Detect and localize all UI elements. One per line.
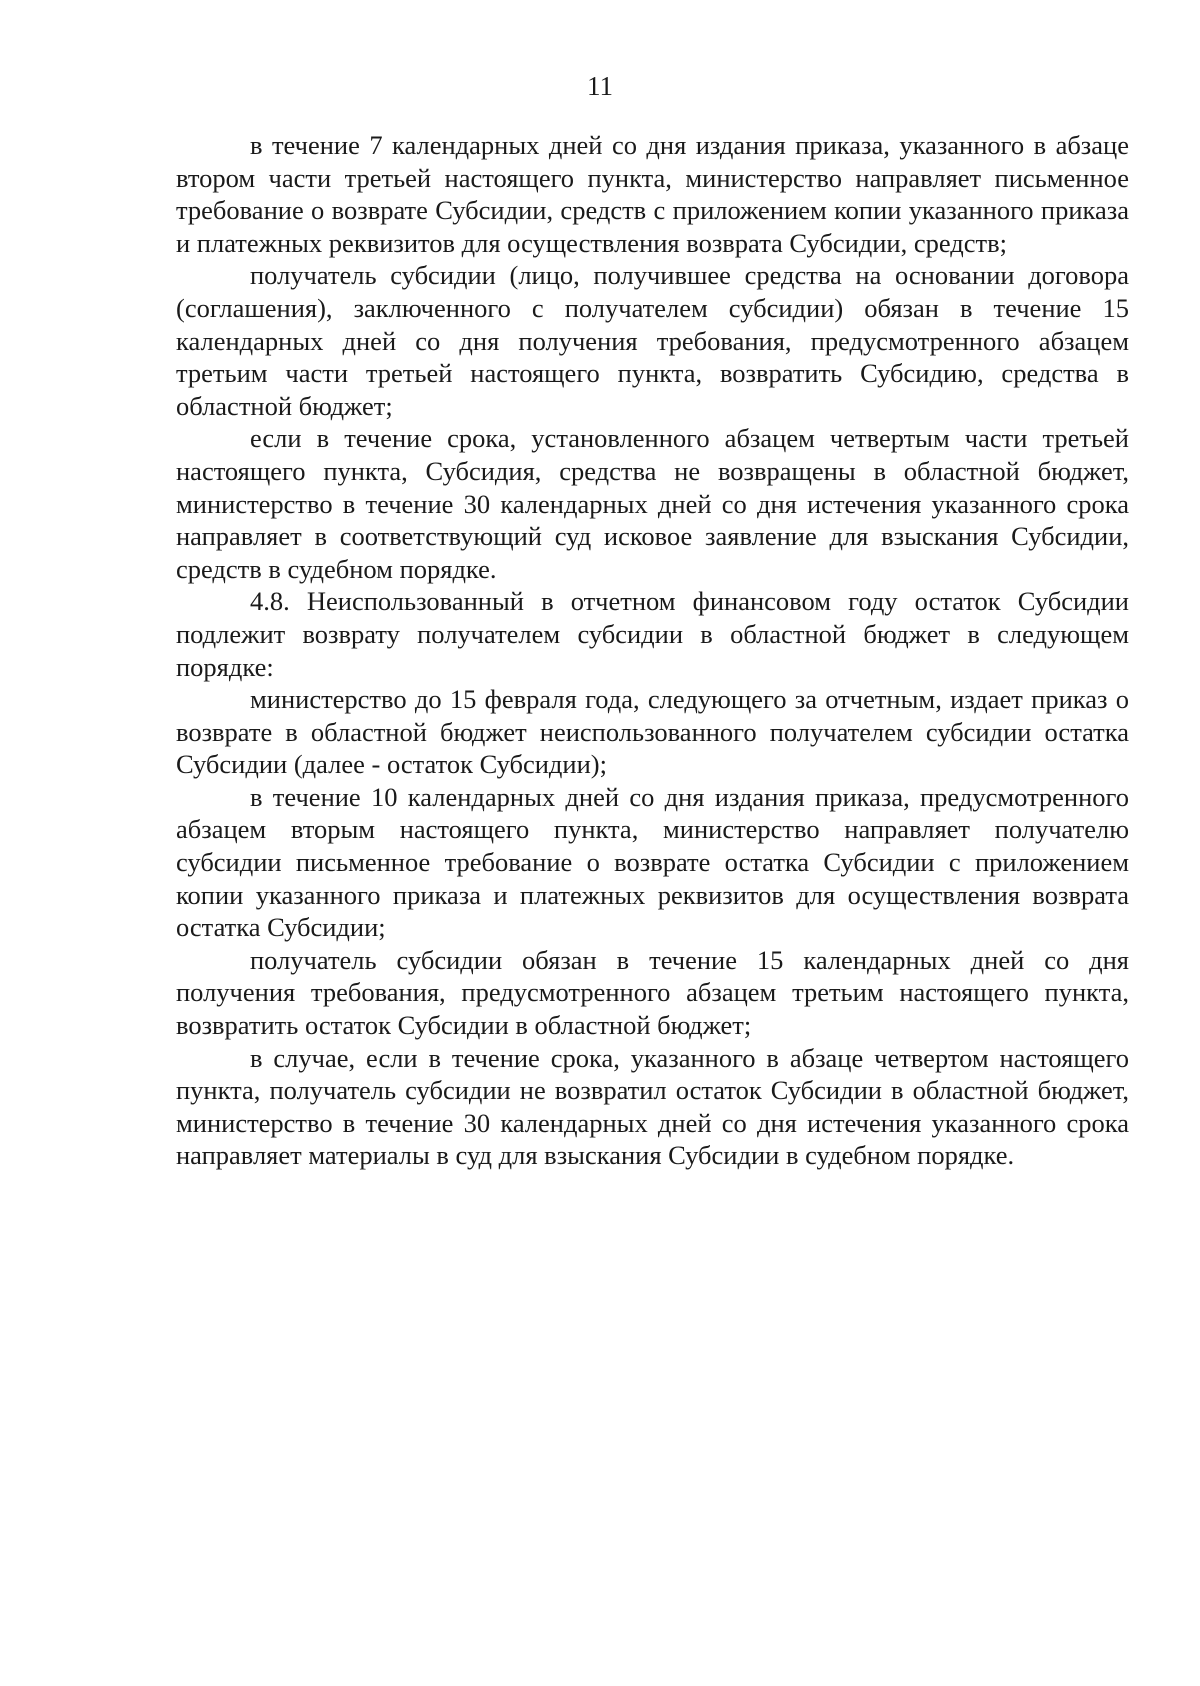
paragraph: если в течение срока, установленного абзацем четвертым части третьей настоящего пункта, Субсидия, средства не возвращены в областной бюджет, министерство в течение 30 календарных дней со дня истечения указанного срока направляет в соответствующий суд исковое заявление для взыскания Субсидии, средств в судебном порядке. (176, 423, 1129, 584)
paragraph: получатель субсидии (лицо, получившее средства на основании договора (соглашения), заключенного с получателем субсидии) обязан в течение 15 календарных дней со дня получения требования, предусмотренного абзацем третьим части третьей настоящего пункта, возвратить Субсидию, средства в областной бюджет; (176, 260, 1129, 421)
page-number: 11 (587, 71, 613, 101)
paragraph: в течение 10 календарных дней со дня издания приказа, предусмотренного абзацем вторым настоящего пункта, министерство направляет получателю субсидии письменное требование о возврате остатка Субсидии с приложением копии указанного приказа и платежных реквизитов для осуществления возврата остатка Субсидии; (176, 781, 1129, 943)
paragraph: в течение 7 календарных дней со дня издания приказа, указанного в абзаце втором части третьей настоящего пункта, министерство направляет письменное требование о возврате Субсидии, средств с приложением копии указанного приказа и платежных реквизитов для осуществления возврата Субсидии, средств; (176, 130, 1129, 258)
document-body (176, 129, 1129, 1172)
paragraph: министерство до 15 февраля года, следующего за отчетным, издает приказ о возврате в областной бюджет неиспользованного получателем субсидии остатка Субсидии (далее - остаток Субсидии); (176, 684, 1129, 780)
paragraph: получатель субсидии обязан в течение 15 календарных дней со дня получения требования, предусмотренного абзацем третьим настоящего пункта, возвратить остаток Субсидии в областной бюджет; (176, 944, 1129, 1041)
paragraph: в случае, если в течение срока, указанного в абзаце четвертом настоящего пункта, получатель субсидии не возвратил остаток Субсидии в областной бюджет, министерство в течение 30 календарных дней со дня истечения указанного срока направляет материалы в суд для взыскания Субсидии в судебном порядке. (176, 1042, 1129, 1171)
paragraph: 4.8. Неиспользованный в отчетном финансовом году остаток Субсидии подлежит возврату получателем субсидии в областной бюджет в следующем порядке: (176, 586, 1129, 682)
